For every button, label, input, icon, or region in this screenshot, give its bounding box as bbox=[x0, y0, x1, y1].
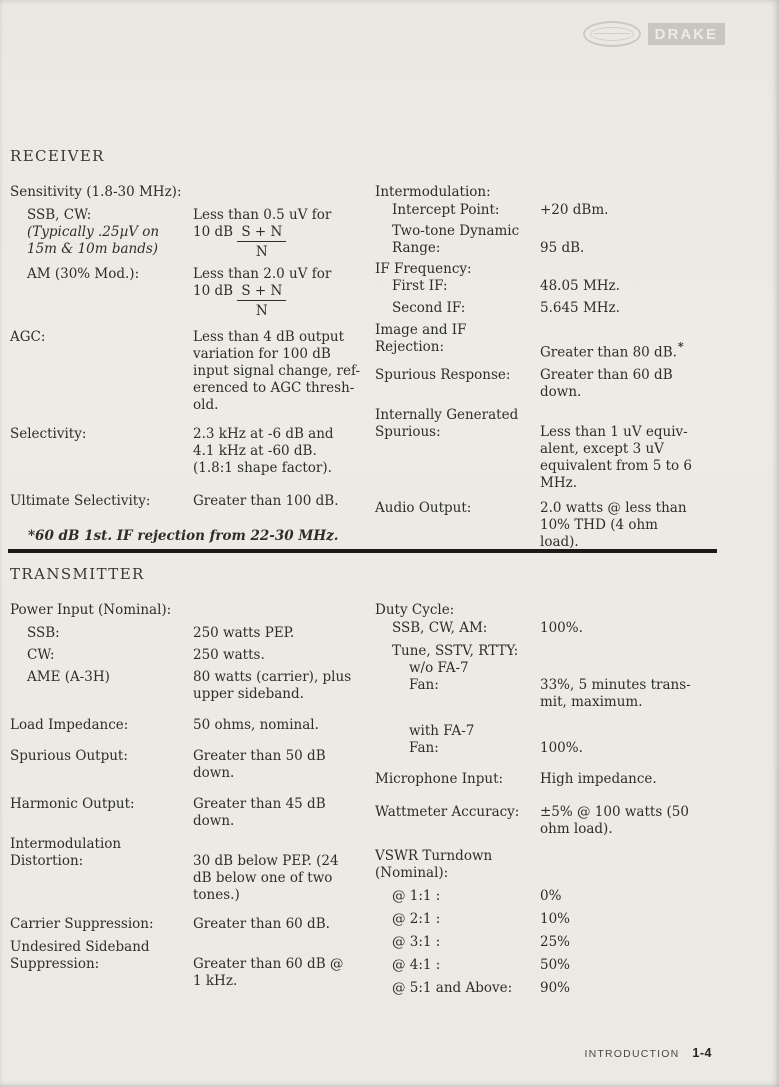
spec-label-line: Two-tone Dynamic bbox=[392, 223, 520, 239]
spec-label-line: Intercept Point: bbox=[392, 202, 500, 218]
page-footer bbox=[585, 1046, 712, 1060]
spec-value bbox=[193, 796, 362, 830]
spec-label-line: First IF: bbox=[392, 278, 448, 294]
spec-value bbox=[540, 300, 719, 317]
spec-value bbox=[540, 980, 719, 997]
spec-entry bbox=[375, 223, 719, 257]
spec-value bbox=[540, 643, 719, 711]
fraction-denominator: N bbox=[255, 244, 268, 260]
spec-label-line: AME (A-3H) bbox=[27, 669, 110, 685]
spec-entry bbox=[375, 367, 719, 401]
spec-label-line: Internally Generated bbox=[375, 406, 519, 423]
spec-value-line: MHz. bbox=[540, 474, 577, 491]
spec-label-line: Ultimate Selectivity: bbox=[10, 493, 151, 509]
spec-value-line: Greater than 45 dB bbox=[193, 796, 326, 812]
spec-value-line: 5.645 MHz. bbox=[540, 300, 620, 316]
spec-entry bbox=[375, 643, 719, 711]
spec-value bbox=[540, 771, 719, 788]
spec-label bbox=[375, 620, 540, 637]
transmitter-section-title: TRANSMITTER bbox=[10, 565, 145, 583]
spec-value bbox=[540, 602, 719, 619]
spec-entry bbox=[375, 888, 719, 905]
spec-label bbox=[10, 493, 193, 510]
spec-value bbox=[193, 748, 362, 782]
spec-value-line: 4.1 kHz at -60 dB. bbox=[193, 443, 317, 459]
spec-entry bbox=[375, 957, 719, 974]
spec-value-line: 10% THD (4 ohm bbox=[540, 516, 658, 533]
spec-entry bbox=[375, 602, 719, 619]
spec-value-line: 25% bbox=[540, 934, 571, 950]
spec-value-line: Less than 4 dB output bbox=[193, 329, 344, 345]
spec-value-line: 95 dB. bbox=[540, 240, 585, 256]
spec-value bbox=[193, 184, 362, 201]
spec-entry bbox=[375, 848, 719, 882]
spec-value-line bbox=[193, 224, 362, 260]
spec-value bbox=[193, 916, 362, 933]
spec-label bbox=[10, 207, 193, 260]
spec-label bbox=[10, 939, 193, 990]
spec-label-line: (Typically .25µV on bbox=[27, 224, 160, 240]
spec-value-line: erenced to AGC thresh- bbox=[193, 380, 355, 396]
spec-label-line: @ 4:1 : bbox=[392, 957, 441, 973]
spec-label bbox=[375, 500, 540, 551]
spec-entry bbox=[10, 625, 362, 642]
spec-label bbox=[375, 643, 540, 711]
spec-label bbox=[375, 888, 540, 905]
spec-value bbox=[540, 223, 719, 257]
spec-value-line: dB below one of two bbox=[193, 870, 333, 886]
spec-entry bbox=[375, 620, 719, 637]
spec-label-line: VSWR Turndown bbox=[375, 848, 493, 864]
spec-label bbox=[375, 911, 540, 928]
spec-label-line: CW: bbox=[27, 647, 55, 663]
spec-entry bbox=[375, 300, 719, 317]
spec-value-line: alent, except 3 uV bbox=[540, 440, 664, 457]
spec-entry bbox=[375, 407, 719, 492]
spec-label bbox=[10, 426, 193, 477]
spec-label bbox=[10, 916, 193, 933]
spec-value bbox=[540, 202, 719, 219]
spec-label bbox=[375, 804, 540, 838]
spec-label-line: SSB, CW: bbox=[27, 207, 92, 223]
spec-value bbox=[193, 669, 362, 703]
spec-value bbox=[193, 647, 362, 664]
spec-value bbox=[193, 836, 362, 904]
spec-label-line: SSB: bbox=[27, 625, 60, 641]
spec-label-line: w/o FA-7 bbox=[409, 660, 469, 676]
section-divider-rule bbox=[8, 549, 717, 553]
spec-label-line: Spurious: bbox=[375, 423, 441, 440]
spec-entry bbox=[375, 980, 719, 997]
spec-label bbox=[10, 669, 193, 703]
spec-entry bbox=[10, 939, 362, 990]
spec-entry bbox=[10, 266, 362, 319]
spec-value bbox=[540, 848, 719, 882]
spec-label-line: Image and IF bbox=[375, 322, 467, 338]
spec-value-line: 2.3 kHz at -6 dB and bbox=[193, 426, 334, 442]
spec-value-line bbox=[193, 283, 362, 319]
spec-value-line: Less than 2.0 uV for bbox=[193, 266, 332, 282]
receiver-section bbox=[0, 147, 779, 551]
spec-value-line: down. bbox=[193, 765, 235, 781]
spec-label-line: Harmonic Output: bbox=[10, 796, 135, 812]
spec-value bbox=[540, 367, 719, 401]
spec-footnote: *60 dB 1st. IF rejection from 22-30 MHz. bbox=[28, 528, 339, 544]
spec-label bbox=[375, 223, 540, 257]
spec-value-line: ohm load). bbox=[540, 821, 613, 837]
footer-section-label: INTRODUCTION bbox=[584, 1048, 680, 1060]
spec-entry bbox=[10, 748, 362, 782]
transmitter-right-column bbox=[375, 602, 719, 997]
spec-label-line: SSB, CW, AM: bbox=[392, 620, 488, 636]
spec-entry bbox=[375, 771, 719, 788]
spec-value bbox=[540, 957, 719, 974]
spec-label bbox=[10, 748, 193, 782]
spec-value bbox=[540, 407, 719, 492]
spec-label bbox=[375, 407, 540, 492]
spec-label-line: @ 3:1 : bbox=[392, 934, 441, 950]
fraction-prefix: 10 dB bbox=[193, 224, 238, 240]
spec-value-line: 100%. bbox=[540, 620, 583, 636]
spec-value bbox=[540, 261, 719, 295]
spec-value bbox=[540, 184, 719, 201]
receiver-left-column bbox=[10, 184, 362, 545]
spec-label bbox=[375, 261, 540, 295]
spec-label-line: with FA-7 bbox=[409, 723, 475, 739]
signal-noise-fraction bbox=[237, 283, 286, 319]
spec-value-line: equivalent from 5 to 6 bbox=[540, 457, 693, 474]
spec-value bbox=[540, 804, 719, 838]
spec-label bbox=[375, 957, 540, 974]
fraction-prefix: 10 dB bbox=[193, 283, 238, 299]
spec-label bbox=[375, 202, 540, 219]
spec-value-line: 48.05 MHz. bbox=[540, 278, 620, 294]
spec-entry bbox=[10, 493, 362, 510]
spec-value-line: Greater than 50 dB bbox=[193, 748, 326, 764]
spec-value-line: down. bbox=[193, 813, 235, 829]
spec-label-line: Tune, SSTV, RTTY: bbox=[392, 643, 519, 659]
spec-value-line: Less than 0.5 uV for bbox=[193, 207, 332, 223]
spec-label-line: Range: bbox=[392, 240, 441, 256]
spec-entry bbox=[10, 647, 362, 664]
spec-label-line: @ 2:1 : bbox=[392, 911, 441, 927]
spec-label-line: Audio Output: bbox=[375, 499, 472, 516]
spec-entry bbox=[10, 184, 362, 201]
spec-label bbox=[375, 602, 540, 619]
spec-value bbox=[540, 322, 719, 362]
spec-value-line: +20 dBm. bbox=[540, 202, 609, 218]
fraction-denominator: N bbox=[255, 303, 268, 319]
spec-label-line: Spurious Output: bbox=[10, 748, 128, 764]
spec-label bbox=[375, 322, 540, 362]
spec-value bbox=[193, 207, 362, 260]
spec-value bbox=[540, 934, 719, 951]
spec-entry bbox=[10, 916, 362, 933]
spec-value bbox=[193, 602, 362, 619]
spec-label-line: Load Impedance: bbox=[10, 717, 129, 733]
spec-label bbox=[375, 934, 540, 951]
drake-oval-icon bbox=[583, 21, 641, 47]
footer-page-number: 1-4 bbox=[692, 1046, 712, 1060]
spec-value-line: down. bbox=[540, 383, 582, 400]
spec-entry bbox=[375, 804, 719, 838]
spec-label-line: Second IF: bbox=[392, 300, 466, 316]
spec-value-line: 90% bbox=[540, 980, 571, 996]
spec-value-line: upper sideband. bbox=[193, 686, 304, 702]
spec-label-line: Intermodulation bbox=[10, 836, 122, 852]
spec-value-line: 0% bbox=[540, 888, 562, 904]
spec-label bbox=[375, 367, 540, 401]
spec-value-line: 2.0 watts @ less than bbox=[540, 499, 687, 516]
spec-entry bbox=[10, 329, 362, 414]
spec-label bbox=[375, 771, 540, 788]
spec-label bbox=[10, 602, 193, 619]
spec-entry bbox=[375, 934, 719, 951]
spec-label bbox=[375, 848, 540, 882]
spec-value-line: 1 kHz. bbox=[193, 973, 238, 989]
spec-value bbox=[193, 426, 362, 477]
spec-label-line: Rejection: bbox=[375, 339, 445, 355]
spec-label bbox=[10, 625, 193, 642]
spec-label-line: Undesired Sideband bbox=[10, 939, 150, 955]
spec-label bbox=[375, 300, 540, 317]
spec-label-line: Sensitivity (1.8-30 MHz): bbox=[10, 184, 182, 200]
spec-label-line: 15m & 10m bands) bbox=[27, 241, 159, 257]
spec-entry bbox=[375, 322, 719, 362]
spec-value-line: 33%, 5 minutes trans- bbox=[540, 677, 691, 693]
spec-value bbox=[193, 493, 362, 510]
spec-value-line: Less than 1 uV equiv- bbox=[540, 423, 688, 440]
spec-label bbox=[10, 329, 193, 414]
spec-label-line: Fan: bbox=[409, 677, 439, 693]
spec-value-line: Greater than 60 dB. bbox=[193, 916, 330, 932]
spec-value-line: Greater than 60 dB @ bbox=[193, 956, 344, 972]
spec-value-line: 50% bbox=[540, 957, 571, 973]
spec-value-line: Greater than 60 dB bbox=[540, 366, 673, 383]
drake-logo bbox=[583, 21, 725, 47]
spec-label-line: Wattmeter Accuracy: bbox=[375, 804, 520, 820]
transmitter-columns bbox=[0, 602, 779, 997]
spec-value-line: input signal change, ref- bbox=[193, 363, 361, 379]
spec-label-line: Carrier Suppression: bbox=[10, 916, 154, 932]
spec-label bbox=[375, 184, 540, 201]
spec-label bbox=[10, 266, 193, 319]
spec-value-line: Greater than 80 dB.* bbox=[540, 340, 684, 361]
spec-value bbox=[540, 723, 719, 757]
spec-label-line: IF Frequency: bbox=[375, 261, 472, 277]
spec-value bbox=[540, 500, 719, 551]
transmitter-section bbox=[0, 565, 779, 997]
fraction-numerator: S + N bbox=[237, 224, 286, 242]
spec-value bbox=[193, 329, 362, 414]
spec-label bbox=[10, 836, 193, 904]
spec-value-line: ±5% @ 100 watts (50 bbox=[540, 804, 689, 820]
spec-label-line: AGC: bbox=[10, 329, 46, 345]
receiver-columns bbox=[0, 184, 779, 551]
spec-value bbox=[193, 625, 362, 642]
spec-value-line: load). bbox=[540, 533, 579, 550]
spec-value-line: mit, maximum. bbox=[540, 694, 643, 710]
spec-label-line: Fan: bbox=[409, 740, 439, 756]
spec-entry bbox=[375, 500, 719, 551]
spec-label bbox=[10, 796, 193, 830]
spec-value bbox=[193, 717, 362, 734]
spec-entry bbox=[10, 836, 362, 904]
spec-value-line: 80 watts (carrier), plus bbox=[193, 669, 352, 685]
spec-entry bbox=[10, 426, 362, 477]
receiver-right-column bbox=[375, 184, 719, 551]
spec-value-line: tones.) bbox=[193, 887, 240, 903]
spec-value-line: Greater than 100 dB. bbox=[193, 493, 339, 509]
spec-value-line: High impedance. bbox=[540, 771, 657, 787]
spec-label-line: Distortion: bbox=[10, 853, 84, 869]
spec-value bbox=[540, 620, 719, 637]
spec-entry bbox=[10, 669, 362, 703]
spec-entry bbox=[375, 911, 719, 928]
spec-label-line: AM (30% Mod.): bbox=[27, 266, 140, 282]
spec-value-line: 10% bbox=[540, 911, 571, 927]
spec-label-line: @ 1:1 : bbox=[392, 888, 441, 904]
transmitter-left-column bbox=[10, 602, 362, 990]
spec-entry bbox=[375, 184, 719, 201]
spec-label-line: Spurious Response: bbox=[375, 366, 511, 383]
spec-entry bbox=[10, 796, 362, 830]
spec-value bbox=[540, 888, 719, 905]
spec-label bbox=[10, 647, 193, 664]
spec-label bbox=[10, 717, 193, 734]
spec-label-line: @ 5:1 and Above: bbox=[392, 980, 513, 996]
receiver-section-title: RECEIVER bbox=[10, 147, 105, 165]
spec-label-line: Duty Cycle: bbox=[375, 602, 455, 618]
spec-value-line: (1.8:1 shape factor). bbox=[193, 460, 332, 476]
spec-value bbox=[193, 266, 362, 319]
spec-label bbox=[375, 980, 540, 997]
spec-label-line: Power Input (Nominal): bbox=[10, 602, 172, 618]
spec-value bbox=[193, 939, 362, 990]
footnote-asterisk: * bbox=[677, 340, 684, 353]
spec-entry bbox=[10, 602, 362, 619]
spec-value-line: 250 watts PEP. bbox=[193, 625, 295, 641]
spec-label-line: Intermodulation: bbox=[375, 184, 491, 200]
spec-label-line: (Nominal): bbox=[375, 865, 449, 881]
fraction-numerator: S + N bbox=[237, 283, 286, 301]
spec-entry bbox=[375, 202, 719, 219]
spec-value-line: 30 dB below PEP. (24 bbox=[193, 853, 339, 869]
spec-label-line: Suppression: bbox=[10, 956, 100, 972]
spec-value-line: 50 ohms, nominal. bbox=[193, 717, 319, 733]
spec-value-line: 100%. bbox=[540, 740, 583, 756]
spec-label-line: Selectivity: bbox=[10, 426, 87, 442]
spec-label bbox=[10, 184, 193, 201]
spec-entry bbox=[375, 261, 719, 295]
spec-label-line: Microphone Input: bbox=[375, 771, 504, 787]
signal-noise-fraction bbox=[237, 224, 286, 260]
spec-entry bbox=[10, 717, 362, 734]
spec-entry bbox=[375, 723, 719, 757]
spec-label bbox=[375, 723, 540, 757]
spec-value bbox=[540, 911, 719, 928]
spec-entry bbox=[10, 207, 362, 260]
spec-value-line: variation for 100 dB bbox=[193, 346, 331, 362]
drake-wordmark: DRAKE bbox=[648, 23, 725, 45]
spec-value-line: old. bbox=[193, 397, 219, 413]
spec-value-line: 250 watts. bbox=[193, 647, 265, 663]
